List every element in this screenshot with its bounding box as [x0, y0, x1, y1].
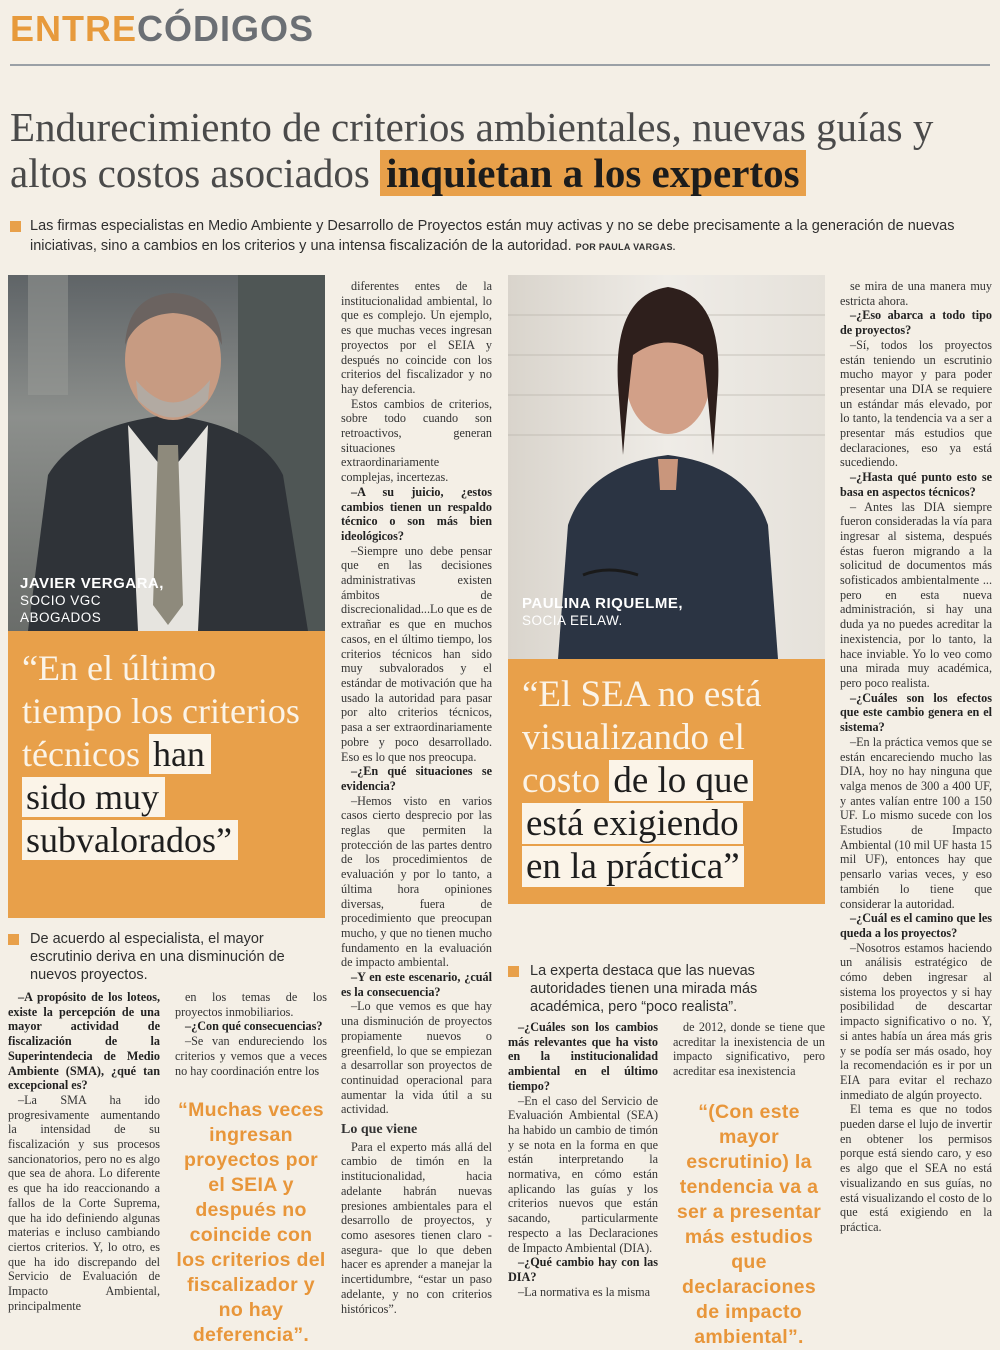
- quote-light-text: “El SEA no está visualizando el costo: [522, 674, 762, 801]
- headline-highlight: inquietan a los expertos: [380, 150, 805, 196]
- body-paragraph: –Sí, todos los proyectos están teniendo un escrutinio mucho mayor y para poder presentar una DIA se requiere un estándar más elevado, por lo tanto, la tendencia va a ser a presentar más estudios que declaraciones, eso ya está sucediendo.: [840, 337, 992, 470]
- caption-role-2: ABOGADOS: [20, 610, 102, 625]
- quote-box-paulina: [508, 659, 825, 904]
- body-paragraph: en los temas de los proyectos inmobiliarios.: [175, 990, 327, 1019]
- interview-question: –¿Hasta qué punto esto se basa en aspectos técnicos?: [840, 470, 992, 499]
- quote-dark-text: subvalorados”: [22, 820, 238, 860]
- summary-text: La experta destaca que las nuevas autoridades tienen una mirada más académica, pero “poco realista”.: [530, 963, 758, 1015]
- section-title: [10, 8, 314, 50]
- byline: POR PAULA VARGAS.: [575, 242, 676, 252]
- body-paragraph: se mira de una manera muy estricta ahora.: [840, 279, 992, 308]
- interview-question: –Y en este escenario, ¿cuál es la consecuencia?: [341, 970, 492, 999]
- summary-javier: [8, 930, 308, 984]
- pull-quote-paulina: “(Con este mayor escrutinio) la tendencia va a ser a presentar más estudios que declaraciones de impacto ambiental”.: [676, 1101, 822, 1348]
- body-paragraph: Estos cambios de criterios, sobre todo cuando son retroactivos, generan situaciones extraordinariamente complejas, incertezas.: [341, 396, 492, 485]
- caption-javier: [20, 575, 164, 626]
- interview-question: –¿Eso abarca a todo tipo de proyectos?: [840, 308, 992, 338]
- column-a: [8, 990, 160, 1313]
- subheading: Lo que viene: [341, 1122, 418, 1138]
- interview-question: –¿Cuáles son los cambios más relevantes que ha visto en la institucionalidad ambiental en el último tiempo?: [508, 1020, 658, 1093]
- quote-box-javier: [8, 631, 325, 918]
- pull-quote-javier: “Muchas veces ingresan proyectos por el SEIA y después no coincide con los criterios del fiscalizador y no hay deferencia”.: [176, 1099, 326, 1346]
- deck-text: Las firmas especialistas en Medio Ambiente y Desarrollo de Proyectos están muy activas y no se debe precisamente a la generación de nuevas iniciativas, sino a cambios en los criterios y una intensa fiscalización de la autoridad.: [30, 218, 955, 254]
- body-paragraph: – Antes las DIA siempre fueron consideradas la vía para ingresar al sistema, después éstas fueron migrando a la solicitud de documentos más sofisticados ambientalmente ... pero en esta nueva administración, si hay una duda ya no puedes acreditar la inexistencia, por lo tanto, la hace inviable. Yo lo veo como una mirada muy académica, pero poco realista.: [840, 499, 992, 690]
- body-paragraph: de 2012, donde se tiene que acreditar la inexistencia de un impacto significativo, pero acreditar esa inexistencia: [673, 1020, 825, 1079]
- summary-text: De acuerdo al especialista, el mayor escrutinio deriva en una disminución de nuevos proyectos.: [30, 931, 285, 983]
- caption-name: PAULINA RIQUELME,: [522, 595, 683, 612]
- body-paragraph: El tema es que no todos pueden darse el lujo de invertir en obtener los permisos porque está siendo caro, y eso es algo que el SEA no está visualizando en sus guías, no está visualizando el costo de lo que está exigiendo en la práctica.: [840, 1102, 992, 1234]
- quote-dark-text: de lo que: [609, 760, 753, 801]
- body-paragraph: –En el caso del Servicio de Evaluación Ambiental (SEA) ha habido un cambio de timón y se nota en la forma en que están interpretando la normativa, en cómo están aplicando las guías y los criterios nuevos que están sacando, particularmente respecto a las Declaraciones de Impacto Ambiental (DIA).: [508, 1093, 658, 1255]
- deck: [10, 216, 995, 257]
- body-paragraph: –Siempre uno debe pensar que en las decisiones administrativas existen ámbitos de discrecionalidad...Lo que es de extrañar es que en muchos casos, en el último tiempo, los criterios técnicos han sido muy subvalorados y el estándar de motivación que ha usado la autoridad para pasar por alto criterios técnicos, pasa a ser extraordinariamente pobre y poco desarrollado. Eso es lo que nos preocupa.: [341, 543, 492, 764]
- headline-text: Endurecimiento de criterios ambientales, nuevas guías y altos costos asociados: [10, 104, 934, 196]
- interview-question: –¿En qué situaciones se evidencia?: [341, 764, 492, 793]
- column-f: [840, 279, 992, 1235]
- bullet-square-icon: [508, 966, 519, 977]
- quote-dark-text: está exigiendo: [522, 803, 743, 844]
- interview-question: –¿Cuál es el camino que les queda a los proyectos?: [840, 911, 992, 940]
- interview-question: –¿Cuáles son los efectos que este cambio genera en el sistema?: [840, 690, 992, 735]
- bullet-square-icon: [10, 221, 21, 232]
- caption-name: JAVIER VERGARA,: [20, 575, 164, 592]
- body-paragraph: Para el experto más allá del cambio de timón en la institucionalidad, hacia adelante habrán nuevas presiones ambientales para el desarrollo de proyectos, y como asesores tienen claro -asegura- que lo que deben hacer es aprender a manejar la incertidumbre, “estar un paso adelante, y no con criterios históricos”.: [341, 1139, 492, 1316]
- quote-javier: [22, 647, 311, 862]
- caption-role: SOCIA EELAW.: [522, 613, 623, 628]
- bullet-square-icon: [8, 934, 19, 945]
- column-c: [341, 279, 492, 1316]
- body-paragraph: –Hemos visto en varios casos cierto desprecio por las reglas que permiten la protección de las partes dentro de los procedimientos de evaluación y por lo tanto, a última hora opiniones diversas, fuera de procedimiento que preocupan mucho, y que no tienen mucho fundamento en la evaluación de impacto ambiental.: [341, 793, 492, 970]
- section-title-part1: ENTRE: [10, 8, 138, 49]
- photo-javier-vergara: [8, 275, 325, 631]
- body-paragraph: –La normativa es la misma: [518, 1284, 650, 1299]
- body-paragraph: –La SMA ha ido progresivamente aumentando la intensidad de su fiscalización y sus procesos sancionatorios, pero no es algo que sea de ahora. Lo diferente es que ha ido reaccionando a fallos de la Corte Suprema, que ha ido definiendo algunas materias e incluso cambiando ciertos criterios. Y, lo otro, es que ha ido discrepando del Servicio de Evaluación de Impacto Ambiental, principalmente: [8, 1092, 160, 1313]
- quote-dark-text: sido muy: [22, 777, 165, 817]
- summary-paulina: [508, 962, 808, 1016]
- quote-paulina: [522, 673, 811, 888]
- quote-dark-text: en la práctica”: [522, 846, 744, 887]
- interview-question: –A su juicio, ¿estos cambios tienen un respaldo técnico o son más bien ideológicos?: [341, 484, 492, 543]
- quote-dark-text: han: [149, 734, 211, 774]
- body-paragraph: –Nosotros estamos haciendo un análisis estratégico de cómo deben ingresar al sistema los proyectos y si hay posibilidad de descartar impacto significativo o no. Y, si antes había un área más gris y se podía ser más osado, hoy la recomendación es ir por un EIA para evitar el rechazo inmediato de algún proyecto.: [840, 940, 992, 1102]
- photo-paulina-riquelme: [508, 275, 825, 659]
- body-paragraph: –En la práctica vemos que se están encareciendo mucho las DIA, hoy no hay ninguna que valga menos de 300 a 400 UF, y antes valían entre 100 a 150 UF. Lo mismo sucede con los Estudios de Impacto Ambiental (10 mil UF hasta 15 mil UF), entonces hay que pensarlo varias veces, y eso también lo tiene que considerar la autoridad.: [840, 734, 992, 911]
- interview-question: –¿Qué cambio hay con las DIA?: [508, 1255, 658, 1284]
- caption-paulina: [522, 595, 683, 629]
- caption-role: SOCIO VGC: [20, 593, 102, 608]
- interview-question: –A propósito de los loteos, existe la percepción de una mayor actividad de fiscalización de la Superintendecia de Medio Ambiente (SMA), ¿qué tan excepcional es?: [8, 990, 160, 1093]
- interview-question: –¿Con qué consecuencias?: [185, 1019, 323, 1034]
- column-d: [508, 1020, 658, 1299]
- quote-light-text: “En el último tiempo los criterios técnicos: [22, 648, 300, 774]
- body-paragraph: –Lo que vemos es que hay una disminución de proyectos propiamente nuevos o greenfield, lo que se empiezan a desarrollar son proyectos de continuidad operacional para aumentar la vida útil a su actividad.: [341, 999, 492, 1117]
- body-paragraph: –Se van endureciendo los criterios y vemos que a veces no hay coordinación entre los: [175, 1034, 327, 1078]
- body-paragraph: diferentes entes de la institucionalidad ambiental, lo que es complejo. Un ejemplo, es que muchas veces ingresan proyectos por el SEIA y después no coincide con los criterios del fiscalizador y no hay deferencia.: [341, 279, 492, 396]
- section-title-part2: CÓDIGOS: [137, 8, 315, 49]
- column-b: [175, 990, 327, 1078]
- column-e: [673, 1020, 825, 1079]
- headline: [10, 104, 990, 196]
- header-rule: [10, 64, 990, 66]
